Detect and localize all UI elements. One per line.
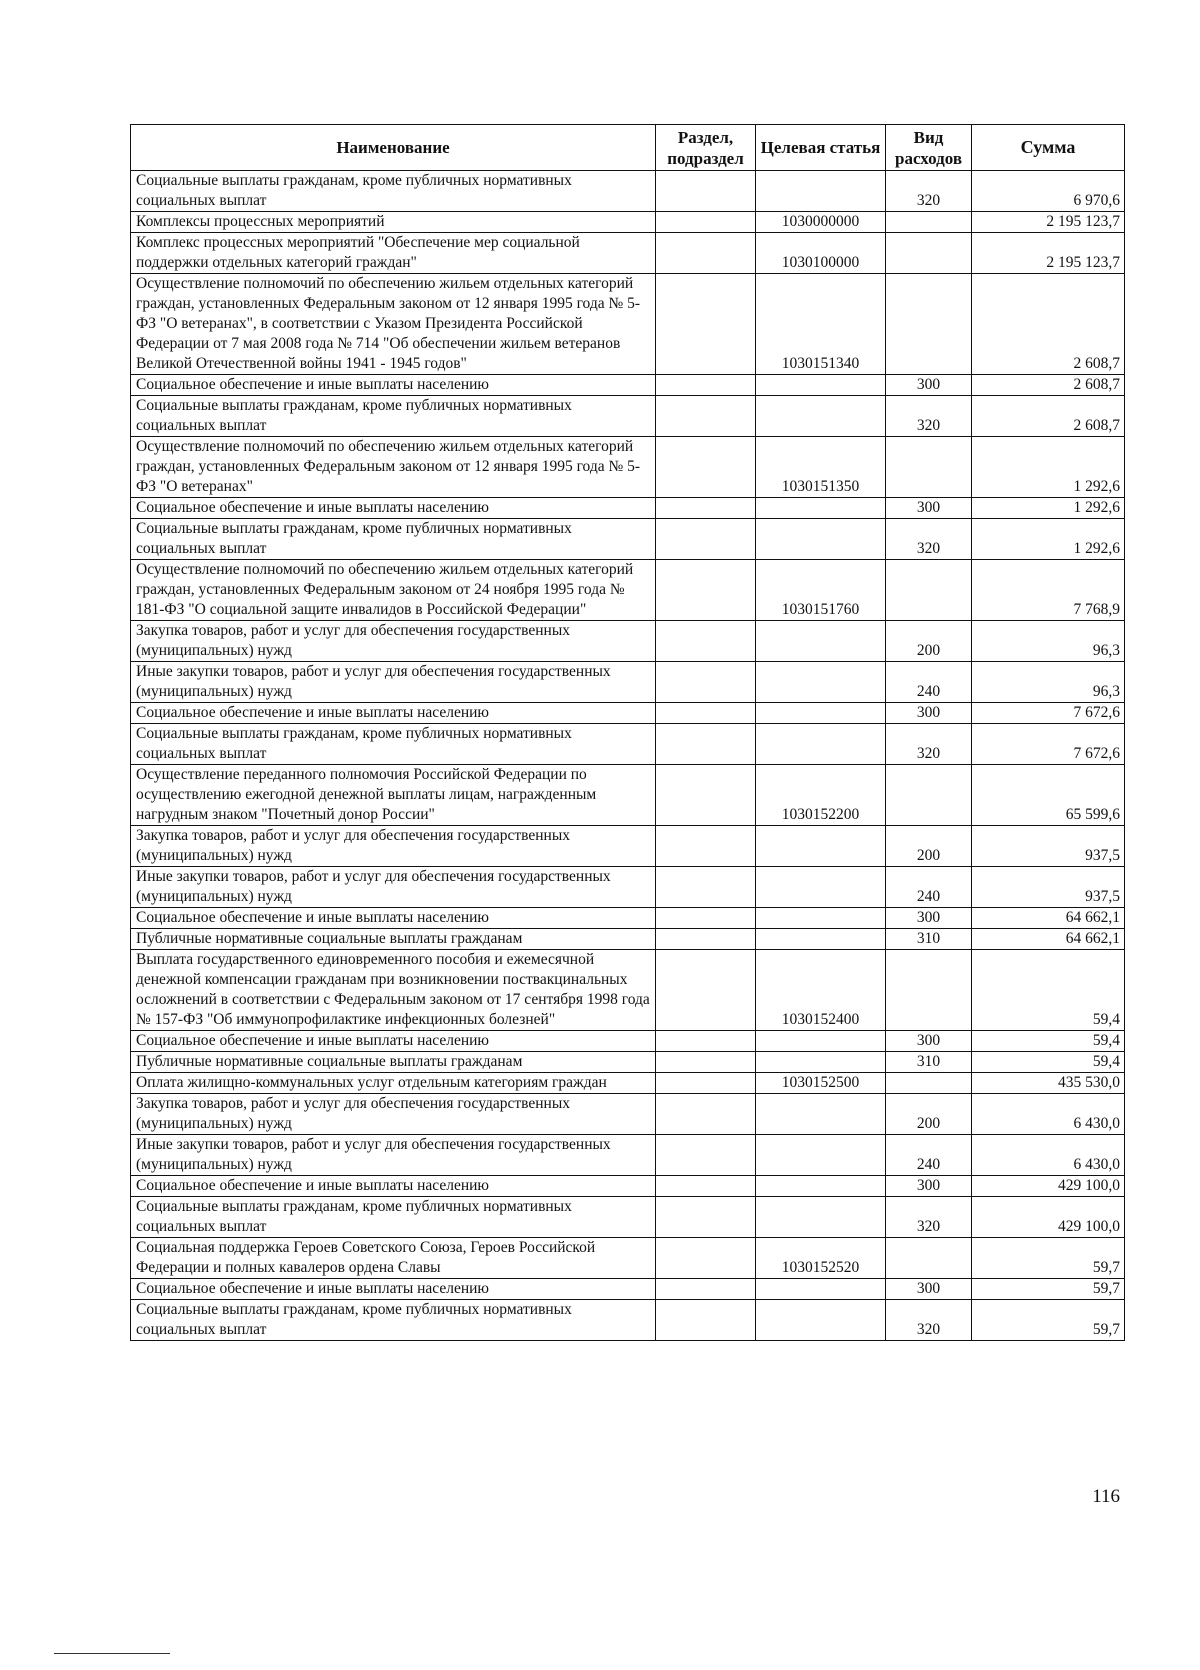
cell-name: Публичные нормативные социальные выплаты гражданам: [131, 929, 656, 950]
cell-sum: 96,3: [972, 621, 1125, 662]
header-sum: Сумма: [972, 125, 1125, 171]
cell-section: [656, 929, 756, 950]
table-row: [131, 212, 1125, 233]
cell-sum: 59,4: [972, 1031, 1125, 1052]
cell-sum: 65 599,6: [972, 765, 1125, 826]
cell-type: 200: [886, 1094, 972, 1135]
cell-section: [656, 1176, 756, 1197]
cell-section: [656, 519, 756, 560]
cell-target: [756, 826, 886, 867]
cell-type: 200: [886, 621, 972, 662]
cell-section: [656, 498, 756, 519]
table-row: [131, 765, 1125, 826]
cell-type: 310: [886, 929, 972, 950]
table-row: [131, 560, 1125, 621]
cell-type: [886, 233, 972, 274]
cell-type: 300: [886, 1031, 972, 1052]
cell-section: [656, 724, 756, 765]
table-row: [131, 908, 1125, 929]
cell-section: [656, 560, 756, 621]
cell-sum: 1 292,6: [972, 519, 1125, 560]
cell-sum: 937,5: [972, 826, 1125, 867]
table-body: [131, 171, 1125, 1341]
cell-target: [756, 703, 886, 724]
header-type: Вид расходов: [886, 125, 972, 171]
cell-target: [756, 1197, 886, 1238]
table-row: [131, 375, 1125, 396]
table-row: [131, 1073, 1125, 1094]
table-row: [131, 171, 1125, 212]
cell-section: [656, 171, 756, 212]
cell-target: 1030152500: [756, 1073, 886, 1094]
cell-sum: 59,7: [972, 1238, 1125, 1279]
cell-target: 1030000000: [756, 212, 886, 233]
table-row: [131, 662, 1125, 703]
cell-name: Социальное обеспечение и иные выплаты населению: [131, 498, 656, 519]
table-row: [131, 703, 1125, 724]
cell-sum: 7 672,6: [972, 703, 1125, 724]
cell-sum: 1 292,6: [972, 437, 1125, 498]
cell-name: Социальное обеспечение и иные выплаты населению: [131, 1279, 656, 1300]
cell-type: 240: [886, 1135, 972, 1176]
table-row: [131, 274, 1125, 375]
table-row: [131, 950, 1125, 1031]
cell-type: 200: [886, 826, 972, 867]
cell-target: [756, 1094, 886, 1135]
cell-target: 1030152520: [756, 1238, 886, 1279]
cell-target: [756, 621, 886, 662]
cell-type: 320: [886, 396, 972, 437]
cell-type: 300: [886, 703, 972, 724]
cell-name: Социальное обеспечение и иные выплаты населению: [131, 1176, 656, 1197]
cell-section: [656, 826, 756, 867]
cell-type: 320: [886, 519, 972, 560]
cell-sum: 2 195 123,7: [972, 212, 1125, 233]
cell-sum: 1 292,6: [972, 498, 1125, 519]
cell-name: Социальные выплаты гражданам, кроме публичных нормативных социальных выплат: [131, 1300, 656, 1341]
table-row: [131, 621, 1125, 662]
cell-target: [756, 908, 886, 929]
cell-target: [756, 396, 886, 437]
cell-name: Закупка товаров, работ и услуг для обеспечения государственных (муниципальных) нужд: [131, 1094, 656, 1135]
cell-section: [656, 1197, 756, 1238]
table-row: [131, 724, 1125, 765]
cell-type: [886, 560, 972, 621]
cell-section: [656, 621, 756, 662]
cell-target: [756, 1176, 886, 1197]
cell-type: 240: [886, 662, 972, 703]
cell-section: [656, 1052, 756, 1073]
page-number: 116: [1092, 1486, 1120, 1507]
cell-section: [656, 1279, 756, 1300]
cell-target: [756, 1135, 886, 1176]
cell-name: Выплата государственного единовременного пособия и ежемесячной денежной компенсации гражданам при возникновении поствакцинальных осложнений в соответствии с Федеральным законом от 17 сентября 1998 года № 157-ФЗ "Об иммунопрофилактике инфекционных болезней": [131, 950, 656, 1031]
cell-name: Закупка товаров, работ и услуг для обеспечения государственных (муниципальных) нужд: [131, 826, 656, 867]
cell-name: Иные закупки товаров, работ и услуг для обеспечения государственных (муниципальных) нужд: [131, 662, 656, 703]
cell-target: [756, 724, 886, 765]
cell-name: Иные закупки товаров, работ и услуг для обеспечения государственных (муниципальных) нужд: [131, 867, 656, 908]
cell-sum: 7 672,6: [972, 724, 1125, 765]
cell-section: [656, 1300, 756, 1341]
cell-section: [656, 396, 756, 437]
cell-name: Осуществление полномочий по обеспечению жильем отдельных категорий граждан, установленных Федеральным законом от 12 января 1995 года № 5-ФЗ "О ветеранах": [131, 437, 656, 498]
table-row: [131, 396, 1125, 437]
cell-sum: 2 608,7: [972, 396, 1125, 437]
cell-section: [656, 662, 756, 703]
cell-name: Закупка товаров, работ и услуг для обеспечения государственных (муниципальных) нужд: [131, 621, 656, 662]
cell-target: [756, 867, 886, 908]
cell-type: 320: [886, 171, 972, 212]
cell-name: Социальное обеспечение и иные выплаты населению: [131, 703, 656, 724]
cell-target: [756, 662, 886, 703]
cell-target: [756, 1052, 886, 1073]
table-row: [131, 867, 1125, 908]
cell-sum: 429 100,0: [972, 1176, 1125, 1197]
table-row: [131, 1135, 1125, 1176]
cell-target: 1030152400: [756, 950, 886, 1031]
cell-sum: 6 430,0: [972, 1094, 1125, 1135]
cell-type: [886, 765, 972, 826]
table-row: [131, 1197, 1125, 1238]
cell-sum: 2 195 123,7: [972, 233, 1125, 274]
cell-section: [656, 1238, 756, 1279]
cell-target: [756, 498, 886, 519]
cell-type: [886, 212, 972, 233]
table-row: [131, 1052, 1125, 1073]
cell-section: [656, 274, 756, 375]
cell-type: 300: [886, 1279, 972, 1300]
cell-type: 300: [886, 498, 972, 519]
cell-section: [656, 703, 756, 724]
cell-name: Оплата жилищно-коммунальных услуг отдельным категориям граждан: [131, 1073, 656, 1094]
cell-sum: 96,3: [972, 662, 1125, 703]
table-row: [131, 1279, 1125, 1300]
cell-name: Социальные выплаты гражданам, кроме публичных нормативных социальных выплат: [131, 171, 656, 212]
table-row: [131, 437, 1125, 498]
cell-sum: 59,4: [972, 950, 1125, 1031]
cell-sum: 59,4: [972, 1052, 1125, 1073]
cell-type: [886, 1073, 972, 1094]
table-header-row: [131, 125, 1125, 171]
cell-sum: 59,7: [972, 1279, 1125, 1300]
cell-name: Социальная поддержка Героев Советского Союза, Героев Российской Федерации и полных кавалеров ордена Славы: [131, 1238, 656, 1279]
cell-target: [756, 171, 886, 212]
cell-type: [886, 950, 972, 1031]
cell-sum: 6 430,0: [972, 1135, 1125, 1176]
cell-section: [656, 1135, 756, 1176]
cell-name: Социальные выплаты гражданам, кроме публичных нормативных социальных выплат: [131, 1197, 656, 1238]
cell-section: [656, 233, 756, 274]
table-row: [131, 519, 1125, 560]
cell-type: [886, 274, 972, 375]
cell-name: Публичные нормативные социальные выплаты гражданам: [131, 1052, 656, 1073]
cell-name: Социальное обеспечение и иные выплаты населению: [131, 375, 656, 396]
cell-type: 300: [886, 1176, 972, 1197]
cell-name: Социальные выплаты гражданам, кроме публичных нормативных социальных выплат: [131, 519, 656, 560]
cell-type: 300: [886, 908, 972, 929]
cell-section: [656, 908, 756, 929]
table-row: [131, 1176, 1125, 1197]
cell-sum: 64 662,1: [972, 929, 1125, 950]
cell-target: [756, 1279, 886, 1300]
footer-divider: [54, 1653, 170, 1654]
cell-sum: 7 768,9: [972, 560, 1125, 621]
table-row: [131, 498, 1125, 519]
cell-target: 1030151760: [756, 560, 886, 621]
cell-sum: 429 100,0: [972, 1197, 1125, 1238]
cell-sum: 59,7: [972, 1300, 1125, 1341]
cell-section: [656, 437, 756, 498]
header-name: Наименование: [131, 125, 656, 171]
table-row: [131, 233, 1125, 274]
cell-sum: 937,5: [972, 867, 1125, 908]
table-row: [131, 826, 1125, 867]
cell-target: 1030100000: [756, 233, 886, 274]
cell-type: 320: [886, 724, 972, 765]
cell-name: Осуществление полномочий по обеспечению жильем отдельных категорий граждан, установленных Федеральным законом от 12 января 1995 года № 5-ФЗ "О ветеранах", в соответствии с Указом Президента Российской Федерации от 7 мая 2008 года № 714 "Об обеспечении жильем ветеранов Великой Отечественной войны 1941 - 1945 годов": [131, 274, 656, 375]
table-row: [131, 1300, 1125, 1341]
cell-name: Социальное обеспечение и иные выплаты населению: [131, 908, 656, 929]
table-row: [131, 1238, 1125, 1279]
cell-section: [656, 375, 756, 396]
header-section: Раздел, подраздел: [656, 125, 756, 171]
table-row: [131, 1094, 1125, 1135]
cell-target: 1030151350: [756, 437, 886, 498]
cell-name: Социальные выплаты гражданам, кроме публичных нормативных социальных выплат: [131, 724, 656, 765]
cell-section: [656, 765, 756, 826]
cell-section: [656, 1094, 756, 1135]
cell-target: [756, 1031, 886, 1052]
cell-name: Комплексы процессных мероприятий: [131, 212, 656, 233]
cell-type: 240: [886, 867, 972, 908]
cell-sum: 6 970,6: [972, 171, 1125, 212]
cell-target: [756, 519, 886, 560]
cell-type: [886, 1238, 972, 1279]
header-target: Целевая статья: [756, 125, 886, 171]
cell-target: [756, 1300, 886, 1341]
cell-sum: 2 608,7: [972, 375, 1125, 396]
cell-sum: 64 662,1: [972, 908, 1125, 929]
cell-section: [656, 212, 756, 233]
cell-name: Осуществление переданного полномочия Российской Федерации по осуществлению ежегодной денежной выплаты лицам, награжденным нагрудным знаком "Почетный донор России": [131, 765, 656, 826]
cell-section: [656, 950, 756, 1031]
cell-type: 310: [886, 1052, 972, 1073]
cell-target: 1030151340: [756, 274, 886, 375]
cell-section: [656, 1073, 756, 1094]
cell-type: 320: [886, 1300, 972, 1341]
cell-type: [886, 437, 972, 498]
budget-table: [130, 124, 1125, 1341]
cell-section: [656, 1031, 756, 1052]
table-row: [131, 929, 1125, 950]
cell-section: [656, 867, 756, 908]
cell-target: [756, 375, 886, 396]
cell-name: Иные закупки товаров, работ и услуг для обеспечения государственных (муниципальных) нужд: [131, 1135, 656, 1176]
cell-sum: 2 608,7: [972, 274, 1125, 375]
cell-target: [756, 929, 886, 950]
cell-name: Социальные выплаты гражданам, кроме публичных нормативных социальных выплат: [131, 396, 656, 437]
cell-name: Комплекс процессных мероприятий "Обеспечение мер социальной поддержки отдельных категорий граждан": [131, 233, 656, 274]
cell-name: Социальное обеспечение и иные выплаты населению: [131, 1031, 656, 1052]
cell-type: 320: [886, 1197, 972, 1238]
cell-sum: 435 530,0: [972, 1073, 1125, 1094]
table-row: [131, 1031, 1125, 1052]
cell-name: Осуществление полномочий по обеспечению жильем отдельных категорий граждан, установленных Федеральным законом от 24 ноября 1995 года № 181-ФЗ "О социальной защите инвалидов в Российской Федерации": [131, 560, 656, 621]
cell-target: 1030152200: [756, 765, 886, 826]
cell-type: 300: [886, 375, 972, 396]
